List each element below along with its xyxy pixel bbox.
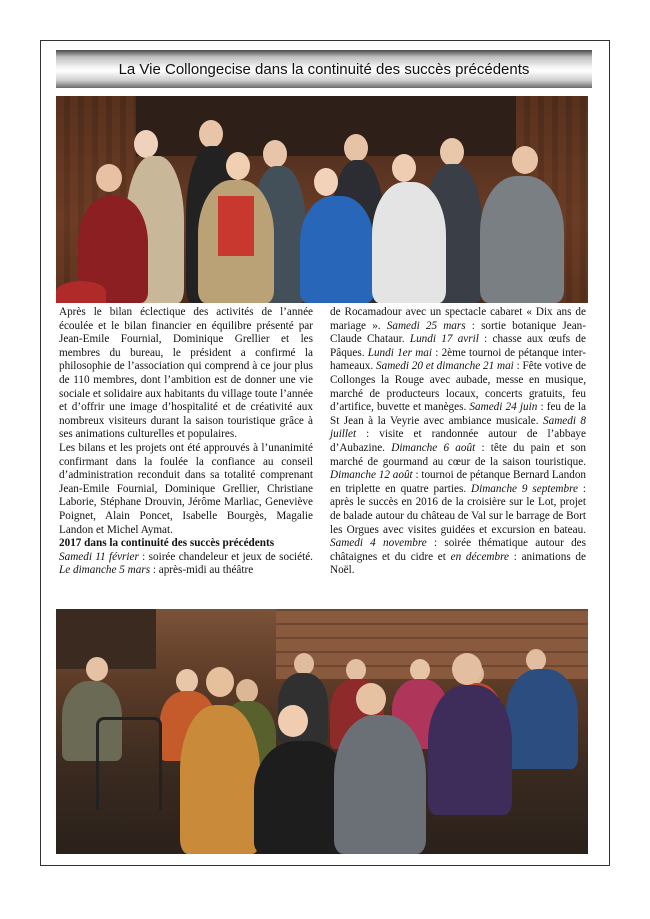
article-column-right xyxy=(330,306,586,578)
page-title: La Vie Collongecise dans la continuité des succès précédents xyxy=(118,60,530,78)
paragraph-events-continued: de Rocamadour avec un spectacle cabaret « Dix ans de mariage ». Samedi 25 mars : sortie botanique Jean-Claude Chataur. Lundi 17 avril : chasse aux œufs de Pâques. Lundi 1er mai : 2ème tournoi de pétanque inter-hameaux. Samedi 20 et dimanche 21 mai : Fête votive de Collonges la Rouge avec aubade, messe en musique, marché de producteurs locaux, concerts gratuits, feu d’artifice, buvette et manèges. Samedi 24 juin : feu de la St Jean à la Veyrie avec ambiance musicale. Samedi 8 juillet : visite et randonnée autour de l’abbaye d’Aubazine. Dimanche 6 août : tête du pain et son marché de gourmand au cœur de la saison touristique. Dimanche 12 août : tournoi de pétanque Bernard Landon en triplette en quatre parties. Dimanche 9 septembre : après le succès en 2016 de la croisière sur le Lot, projet de balade autour du château de Val sur le barrage de Bort les Orgues avec visites guidées et excursion en bateau. Samedi 4 novembre : soirée thématique autour des châtaignes et du cidre et en décembre : animations de Noël. xyxy=(330,306,587,577)
article-column-left xyxy=(59,306,313,578)
title-banner xyxy=(56,50,592,88)
paragraph-intro: Après le bilan éclectique des activités de l’année écoulée et le bilan financier en équilibre présenté par Jean-Emile Fournial, Dominique Grellier et les membres du bureau, le président a confirmé la philosophie de l’association qui comprend à ce jour plus de 110 membres, dont l’ambition est de donner une vie sociale et solidaire aux habitants du village toute l’année et d’offrir une image d’hospitalité et de créativité aux nombreux visiteurs durant la saison touristique grâce à ses animations culturelles et populaires. xyxy=(59,306,313,441)
audience-photo xyxy=(56,609,588,854)
group-photo xyxy=(56,96,588,303)
paragraph-events-start: Samedi 11 février : soirée chandeleur et jeux de société. Le dimanche 5 mars : après-midi au théâtre xyxy=(59,550,313,577)
paragraph-approval: Les bilans et les projets ont été approuvés à l’unanimité confirmant dans la foulée la confiance au conseil d’administration reconduit dans sa totalité comprenant Jean-Emile Fournial, Dominique Grellier, Christiane Laborie, Stéphane Drouvin, Jérôme Marliac, Geneviève Poignet, Alain Poncet, Isabelle Bourgès, Magalie Landon et Michel Aymat. xyxy=(59,441,313,536)
section-heading: 2017 dans la continuité des succès précédents xyxy=(59,537,275,550)
